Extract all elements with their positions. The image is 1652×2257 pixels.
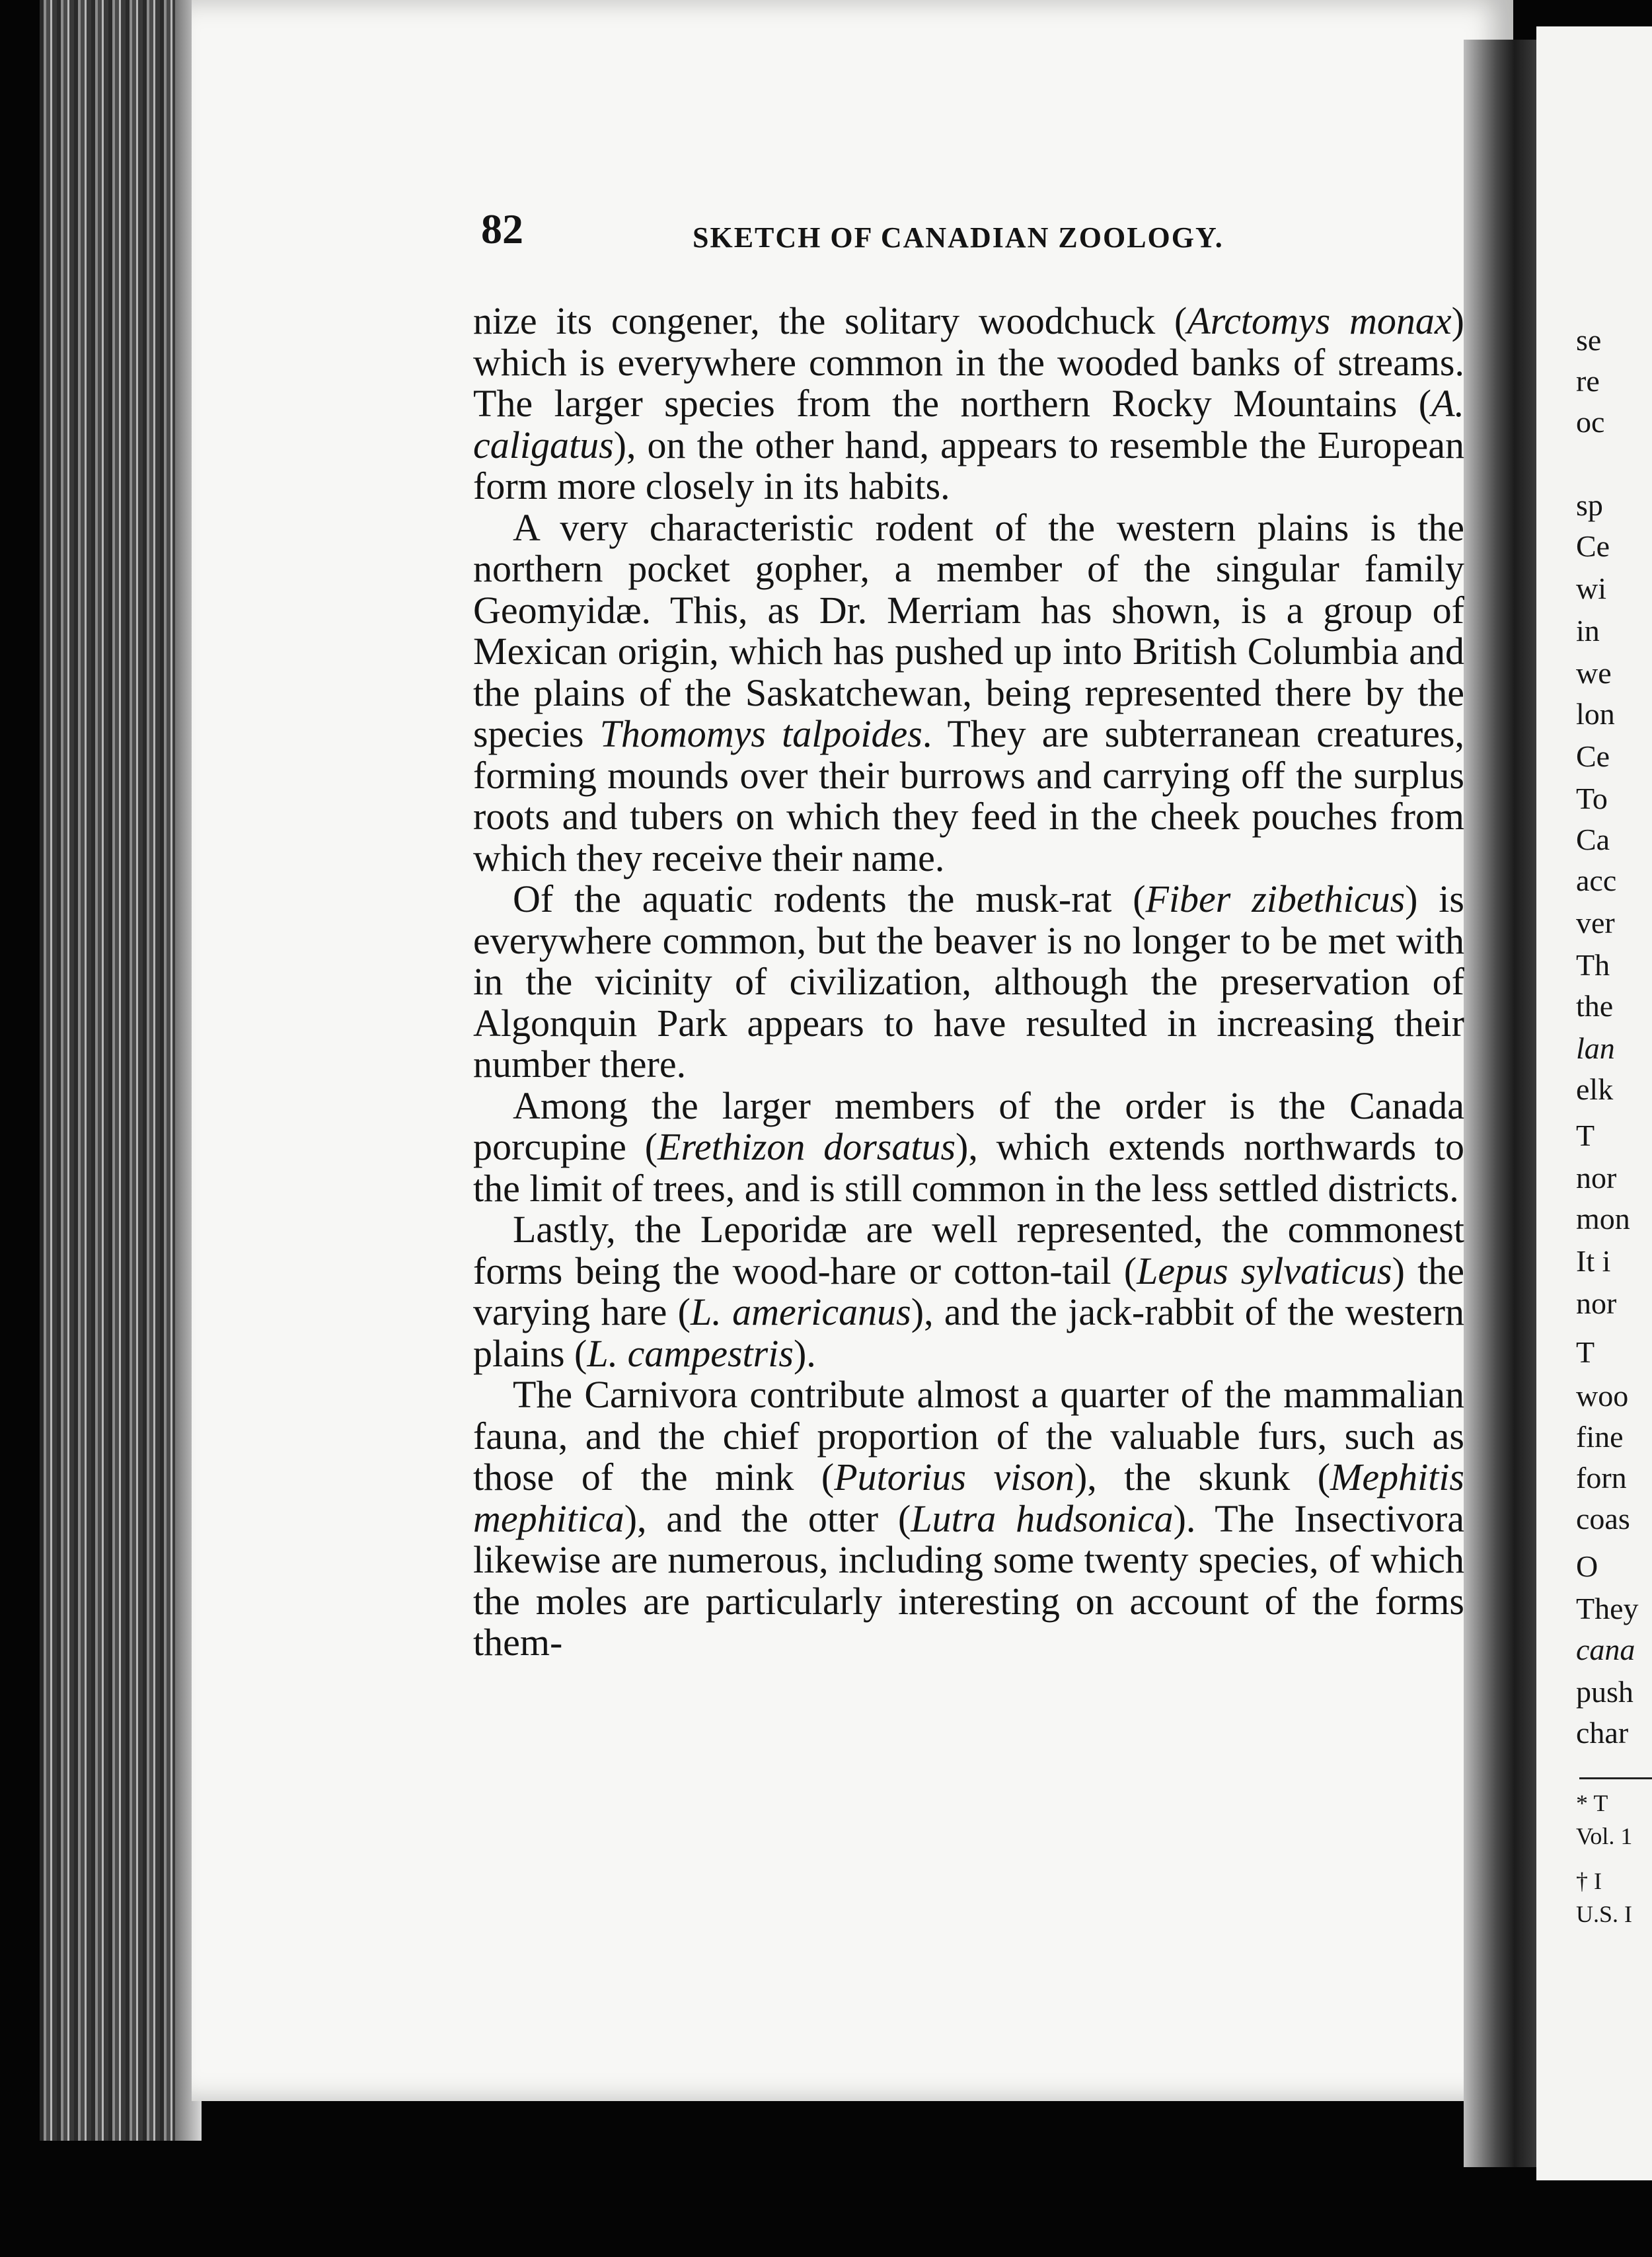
text-run: The Carnivora contribute almost a quarter of the mammalian fauna, and the chief proportion of the valuable furs, such as those of the mink (: [473, 1373, 1464, 1498]
text-run: ) is everywhere common, but the beaver is no longer to be met with in the vicinity of civilization, although the preservation of Algonquin Park appears to have resulted in increasing their number there.: [473, 877, 1464, 1086]
species-name: Erethizon dorsatus: [657, 1125, 956, 1168]
facing-line: Ce: [1576, 529, 1610, 563]
facing-footnote-line: Vol. 1: [1576, 1823, 1633, 1849]
facing-footnote-line: U.S. I: [1576, 1901, 1633, 1927]
species-name: Mephitis mephitica: [473, 1456, 1465, 1540]
facing-line: re: [1576, 364, 1600, 398]
text-run: A very characteristic rodent of the western plains is the northern pocket gopher, a member of the singular family Geomyidæ. This, as Dr. Merriam has shown, is a group of Mexican origin, which has pushed up into British Columbia and the plains of the Saskatchewan, being represented there by the species: [473, 505, 1464, 755]
paragraph-1: [473, 301, 1464, 507]
facing-line: T: [1576, 1119, 1595, 1152]
facing-line: sp: [1576, 488, 1603, 522]
facing-line: coas: [1576, 1502, 1630, 1536]
text-run: Among the larger members of the order is the Canada porcupine (: [473, 1084, 1464, 1168]
facing-line: forn: [1576, 1461, 1627, 1495]
text-run: . They are subterranean creatures, forming mounds over their burrows and carrying off the surplus roots and tubers on which they feed in the cheek pouches from which they receive their name.: [473, 712, 1464, 879]
facing-line: lan: [1576, 1031, 1615, 1065]
facing-line: Th: [1576, 948, 1610, 982]
facing-line: elk: [1576, 1072, 1614, 1106]
paragraph-3: [473, 879, 1464, 1086]
paragraph-5: [473, 1209, 1464, 1374]
species-name: Lepus sylvaticus: [1137, 1249, 1392, 1292]
species-name: L. americanus: [691, 1290, 911, 1333]
paragraph-2: [473, 507, 1464, 879]
facing-line: char: [1576, 1716, 1629, 1750]
facing-line: the: [1576, 989, 1614, 1023]
text-run: nize its congener, the solitary woodchuck (: [473, 299, 1187, 342]
body-text: [473, 301, 1464, 1664]
text-run: ). The Insectivora likewise are numerous, including some twenty species, of which the moles are particularly interesting on account of the forms them-: [473, 1497, 1465, 1664]
facing-line: we: [1576, 656, 1612, 690]
facing-line: cana: [1576, 1633, 1635, 1666]
species-name: Lutra hudsonica: [911, 1497, 1174, 1540]
facing-line: Ce: [1576, 739, 1610, 773]
facing-line: To: [1576, 782, 1608, 815]
running-head: [481, 205, 1261, 258]
text-run: ), the skunk (: [1074, 1456, 1331, 1498]
facing-line: acc: [1576, 864, 1617, 897]
facing-line: push: [1576, 1675, 1633, 1709]
facing-line: oc: [1576, 405, 1605, 439]
text-run: ), on the other hand, appears to resemble the European form more closely in its habits.: [473, 423, 1464, 507]
book-gutter: [1464, 40, 1536, 2167]
page-number: 82: [481, 205, 523, 252]
species-name: Putorius vison: [834, 1456, 1074, 1498]
facing-line: in: [1576, 614, 1600, 648]
facing-line: nor: [1576, 1161, 1617, 1195]
facing-line: nor: [1576, 1286, 1617, 1320]
text-run: ) which is everywhere common in the wooded banks of streams. The larger species from the northern Rocky Mountains (: [473, 299, 1464, 425]
facing-line: It i: [1576, 1244, 1611, 1278]
text-run: ) the varying hare (: [473, 1249, 1464, 1333]
species-name: A. caligatus: [473, 382, 1464, 466]
text-run: ), and the otter (: [624, 1497, 911, 1540]
text-run: Lastly, the Leporidæ are well represented, the commonest forms being the wood-hare or cotton-tail (: [473, 1208, 1464, 1292]
species-name: Arctomys monax: [1187, 299, 1452, 342]
facing-line: fine: [1576, 1420, 1624, 1454]
text-run: ).: [793, 1331, 816, 1375]
facing-line: O: [1576, 1549, 1598, 1583]
text-run: ), and the jack-rabbit of the western plains (: [473, 1290, 1465, 1375]
facing-line: Ca: [1576, 823, 1610, 856]
facing-footnote-line: * T: [1576, 1790, 1608, 1816]
paragraph-6: [473, 1374, 1464, 1664]
text-run: ), which extends northwards to the limit of trees, and is still common in the less settled districts.: [473, 1125, 1465, 1210]
facing-footnote-line: † I: [1576, 1868, 1602, 1894]
page-stack-edges: [40, 0, 192, 2141]
facing-line: ver: [1576, 906, 1615, 940]
facing-line: woo: [1576, 1379, 1629, 1413]
species-name: Thomomys talpoides: [599, 712, 922, 755]
facing-line: lon: [1576, 697, 1615, 731]
species-name: L. campestris: [587, 1331, 794, 1375]
page-title: SKETCH OF CANADIAN ZOOLOGY.: [693, 221, 1224, 254]
species-name: Fiber zibethicus: [1145, 877, 1406, 920]
facing-line: wi: [1576, 572, 1606, 605]
paragraph-4: [473, 1086, 1464, 1210]
facing-line: They: [1576, 1592, 1639, 1625]
facing-line: mon: [1576, 1202, 1630, 1236]
facing-line: se: [1576, 323, 1602, 357]
facing-line: T: [1576, 1335, 1595, 1369]
text-run: Of the aquatic rodents the musk-rat (: [513, 877, 1146, 920]
footnote-rule: [1579, 1777, 1652, 1779]
